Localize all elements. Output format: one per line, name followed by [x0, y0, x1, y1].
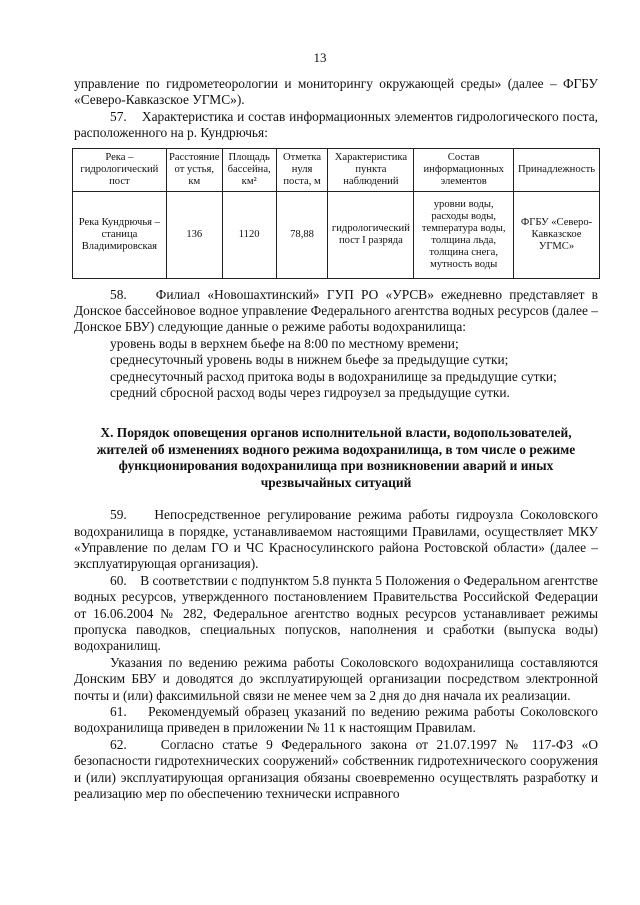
table-cell: Река Кундрючья – станица Владимировская: [73, 191, 167, 278]
intro-paragraph: управление по гидрометеорологии и мониторингу окружающей среды» (далее – ФГБУ «Северо-Кавказское УГМС»).: [74, 76, 598, 108]
paragraph-62: 62. Согласно статье 9 Федерального закона от 21.07.1997 № 117-ФЗ «О безопасности гидротехнических сооружений» собственник гидротехнического сооружения и (или) эксплуатирующая организация обязаны своевременно осуществлять разработку и реализацию мер по обеспечению технически исправного: [74, 736, 598, 801]
list-item: уровень воды в верхнем бьефе на 8:00 по местному времени;: [110, 335, 459, 351]
table-cell: гидрологический пост I разряда: [328, 191, 414, 278]
paragraph-instructions: Указания по ведению режима работы Соколовского водохранилища составляются Донским БВУ и доводятся до эксплуатирующей организации посредством электронной почты и (или) факсимильной связи не менее чем за 2 дня до дня начала их реализации.: [74, 654, 598, 703]
list-item: среднесуточный расход притока воды в водохранилище за предыдущие сутки;: [110, 368, 557, 384]
section-title: X. Порядок оповещения органов исполнительной власти, водопользователей, жителей об изменениях водного режима водохранилища, в том числе о режиме функционирования водохранилища при возникновении аварий и иных чрезвычайных ситуаций: [96, 425, 576, 490]
paragraph-58: 58. Филиал «Новошахтинский» ГУП РО «УРСВ» ежедневно представляет в Донское бассейновое водное управление Федерального агентства водных ресурсов (далее – Донское БВУ) следующие данные о режиме работы водохранилища:: [74, 286, 598, 335]
table-cell: 1120: [222, 191, 276, 278]
table-row: [73, 191, 600, 278]
table-header: Отметка нуля поста, м: [276, 148, 328, 191]
paragraph-60: 60. В соответствии с подпунктом 5.8 пункта 5 Положения о Федеральном агентстве водных ресурсов, утвержденного постановлением Правительства Российской Федерации от 16.06.2004 № 282, Федеральное агентство водных ресурсов устанавливает режимы пропуска паводков, специальных попусков, наполнения и сработки (выпуска воды) водохранилищ.: [74, 572, 598, 654]
table-cell: 136: [166, 191, 222, 278]
paragraph-59: 59. Непосредственное регулирование режима работы гидроузла Соколовского водохранилища в порядке, устанавливаемом настоящими Правилами, осуществляет МКУ «Управление по делам ГО и ЧС Красносулинского района Ростовской области» (далее – эксплуатирующая организация).: [74, 507, 598, 572]
paragraph-57: 57. Характеристика и состав информационных элементов гидрологического поста, расположенного на р. Кундрючья:: [74, 108, 598, 141]
table-header: Характеристика пункта наблюдений: [328, 148, 414, 191]
paragraph-61: 61. Рекомендуемый образец указаний по ведению режима работы Соколовского водохранилища приведен в приложении № 11 к настоящим Правилам.: [74, 703, 598, 736]
table-header-row: [73, 148, 600, 191]
data-list: [74, 336, 598, 402]
page-number: 13: [313, 50, 327, 65]
table-header: Площадь бассейна, км²: [222, 148, 276, 191]
table-header: Река – гидрологический пост: [73, 148, 167, 191]
table-header: Состав информационных элементов: [414, 148, 514, 191]
table-cell: уровни воды, расходы воды, температура воды, толщина льда, толщина снега, мутность воды: [414, 191, 514, 278]
list-item: средний сбросной расход воды через гидроузел за предыдущие сутки.: [110, 385, 510, 401]
list-item: среднесуточный уровень воды в нижнем бьефе за предыдущие сутки;: [110, 352, 509, 368]
document-body: [74, 76, 598, 802]
table-header: Расстояние от устья, км: [166, 148, 222, 191]
table-cell: ФГБУ «Северо-Кавказское УГМС»: [514, 191, 600, 278]
table-cell: 78,88: [276, 191, 328, 278]
gauging-post-table: [72, 148, 600, 279]
table-header: Принадлежность: [514, 148, 600, 191]
